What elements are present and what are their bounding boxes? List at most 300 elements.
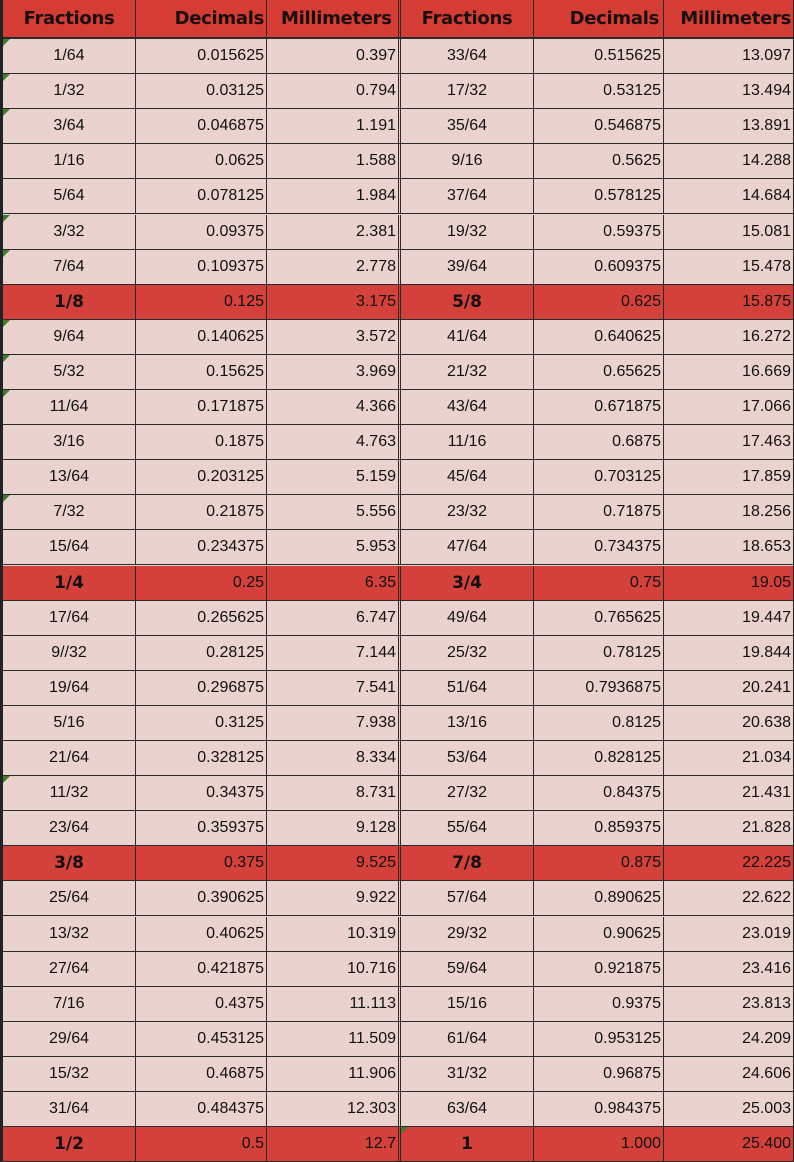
cell-value: 14.684 <box>742 187 791 205</box>
decimal-cell[interactable] <box>534 460 664 494</box>
fraction-cell[interactable] <box>3 285 136 319</box>
cell-value: 0.34375 <box>206 784 264 802</box>
decimal-cell[interactable] <box>534 1057 664 1091</box>
table-row <box>3 671 793 706</box>
decimal-cell[interactable] <box>534 1127 664 1161</box>
decimal-cell[interactable] <box>136 109 267 143</box>
millimeter-cell[interactable] <box>664 776 793 810</box>
millimeter-cell[interactable] <box>664 39 793 73</box>
cell-value: 0.203125 <box>197 468 264 486</box>
fraction-cell[interactable] <box>401 741 534 775</box>
decimal-cell[interactable] <box>534 917 664 951</box>
millimeter-cell[interactable] <box>267 320 401 354</box>
fraction-cell[interactable] <box>401 1022 534 1056</box>
millimeter-cell[interactable] <box>664 425 793 459</box>
fraction-cell[interactable] <box>3 355 136 389</box>
decimal-cell[interactable] <box>136 1022 267 1056</box>
fraction-cell[interactable] <box>401 706 534 740</box>
millimeter-cell[interactable] <box>664 881 793 915</box>
millimeter-cell[interactable] <box>267 530 401 564</box>
millimeter-cell[interactable] <box>267 215 401 249</box>
fraction-cell[interactable] <box>401 1057 534 1091</box>
fraction-cell[interactable] <box>3 671 136 705</box>
decimal-cell[interactable] <box>534 179 664 213</box>
cell-value: 0.484375 <box>197 1100 264 1118</box>
fraction-cell[interactable] <box>3 952 136 986</box>
fraction-cell[interactable] <box>401 530 534 564</box>
millimeter-cell[interactable] <box>664 460 793 494</box>
cell-value: 14.288 <box>742 152 791 170</box>
millimeter-cell[interactable] <box>267 179 401 213</box>
cell-value: 25.003 <box>742 1100 791 1118</box>
fraction-cell[interactable] <box>401 1127 534 1161</box>
decimal-cell[interactable] <box>136 846 267 880</box>
fraction-cell[interactable] <box>401 1092 534 1126</box>
fraction-cell[interactable] <box>401 109 534 143</box>
millimeter-cell[interactable] <box>664 530 793 564</box>
fraction-cell[interactable] <box>3 1057 136 1091</box>
table-row <box>3 1057 793 1092</box>
decimal-cell[interactable] <box>136 917 267 951</box>
fraction-cell[interactable] <box>3 74 136 108</box>
cell-value: 0.625 <box>620 292 661 310</box>
cell-value: 3/64 <box>53 117 85 135</box>
fraction-cell[interactable] <box>401 390 534 424</box>
millimeter-cell[interactable] <box>664 250 793 284</box>
millimeter-cell[interactable] <box>267 636 401 670</box>
millimeter-cell[interactable] <box>267 109 401 143</box>
cell-value: 23.813 <box>742 994 791 1012</box>
cell-value: 19.844 <box>742 643 791 661</box>
table-row <box>3 706 793 741</box>
millimeter-cell[interactable] <box>267 987 401 1021</box>
cell-value: 13.494 <box>742 82 791 100</box>
cell-value: 0.71875 <box>603 503 661 521</box>
cell-value: 7/8 <box>452 853 482 874</box>
millimeter-cell[interactable] <box>267 144 401 178</box>
cell-value: 0.171875 <box>197 398 264 416</box>
millimeter-cell[interactable] <box>664 355 793 389</box>
cell-value: 5/16 <box>53 713 85 731</box>
table-row <box>3 811 793 846</box>
fraction-cell[interactable] <box>401 215 534 249</box>
fraction-cell[interactable] <box>3 460 136 494</box>
fraction-cell[interactable] <box>401 671 534 705</box>
fraction-cell[interactable] <box>3 109 136 143</box>
millimeter-cell[interactable] <box>664 671 793 705</box>
decimal-cell[interactable] <box>136 706 267 740</box>
millimeter-cell[interactable] <box>664 706 793 740</box>
cell-value: 12.7 <box>364 1135 396 1153</box>
cell-value: 1.191 <box>355 117 396 135</box>
cell-value: 5.953 <box>355 538 396 556</box>
decimal-cell[interactable] <box>534 636 664 670</box>
decimal-cell[interactable] <box>534 987 664 1021</box>
decimal-cell[interactable] <box>534 846 664 880</box>
decimal-cell[interactable] <box>136 671 267 705</box>
fraction-cell[interactable] <box>401 285 534 319</box>
cell-value: 11/16 <box>447 433 487 451</box>
millimeter-cell[interactable] <box>267 917 401 951</box>
cell-value: 25/32 <box>446 643 488 661</box>
decimal-cell[interactable] <box>534 425 664 459</box>
cell-comment-indicator-icon <box>3 320 10 327</box>
cell-value: 16.669 <box>742 362 791 380</box>
table-row <box>3 39 793 74</box>
fraction-cell[interactable] <box>3 530 136 564</box>
table-row-highlight <box>3 846 793 881</box>
fraction-cell[interactable] <box>401 881 534 915</box>
fraction-cell[interactable] <box>3 601 136 635</box>
fraction-cell[interactable] <box>401 179 534 213</box>
millimeter-cell[interactable] <box>267 601 401 635</box>
table-row <box>3 952 793 987</box>
cell-value: 10.319 <box>347 924 396 942</box>
fraction-cell[interactable] <box>3 425 136 459</box>
decimal-cell[interactable] <box>136 74 267 108</box>
cell-value: 1/4 <box>54 572 84 593</box>
millimeter-cell[interactable] <box>664 566 793 600</box>
millimeter-cell[interactable] <box>267 1127 401 1161</box>
fraction-cell[interactable] <box>401 987 534 1021</box>
millimeter-cell[interactable] <box>267 776 401 810</box>
millimeter-cell[interactable] <box>267 811 401 845</box>
decimal-cell[interactable] <box>534 355 664 389</box>
fraction-cell[interactable] <box>401 495 534 529</box>
decimal-cell[interactable] <box>534 952 664 986</box>
millimeter-cell[interactable] <box>267 74 401 108</box>
table-row <box>3 917 793 952</box>
cell-value: 15.875 <box>742 292 791 310</box>
millimeter-cell[interactable] <box>664 215 793 249</box>
cell-value: 13.097 <box>742 47 791 65</box>
decimal-cell[interactable] <box>136 179 267 213</box>
millimeter-cell[interactable] <box>664 1022 793 1056</box>
cell-value: 1.588 <box>355 152 396 170</box>
millimeter-cell[interactable] <box>664 390 793 424</box>
decimal-cell[interactable] <box>136 811 267 845</box>
decimal-cell[interactable] <box>534 530 664 564</box>
cell-value: 23.019 <box>742 924 791 942</box>
cell-value: 0.9375 <box>612 994 661 1012</box>
conversion-table <box>3 0 793 1159</box>
millimeter-cell[interactable] <box>267 390 401 424</box>
fraction-cell[interactable] <box>3 144 136 178</box>
fraction-cell[interactable] <box>401 917 534 951</box>
cell-value: 20.241 <box>742 678 791 696</box>
decimal-cell[interactable] <box>534 776 664 810</box>
decimal-cell[interactable] <box>534 39 664 73</box>
decimal-cell[interactable] <box>534 250 664 284</box>
decimal-cell[interactable] <box>136 1127 267 1161</box>
cell-value: 17.066 <box>742 398 791 416</box>
fraction-cell[interactable] <box>401 636 534 670</box>
cell-value: 12.303 <box>347 1100 396 1118</box>
decimal-cell[interactable] <box>136 355 267 389</box>
fraction-cell[interactable] <box>3 706 136 740</box>
fraction-cell[interactable] <box>401 39 534 73</box>
millimeter-cell[interactable] <box>267 355 401 389</box>
fraction-cell[interactable] <box>3 1022 136 1056</box>
cell-comment-indicator-icon <box>3 355 10 362</box>
decimal-cell[interactable] <box>534 74 664 108</box>
table-row <box>3 460 793 495</box>
decimal-cell[interactable] <box>534 215 664 249</box>
fraction-cell[interactable] <box>401 846 534 880</box>
cell-value: 7/32 <box>53 503 85 521</box>
decimal-cell[interactable] <box>136 776 267 810</box>
cell-value: 15/16 <box>446 994 488 1012</box>
cell-value: 1/2 <box>54 1134 84 1155</box>
decimal-cell[interactable] <box>534 144 664 178</box>
fraction-cell[interactable] <box>3 741 136 775</box>
cell-value: 2.381 <box>355 222 396 240</box>
millimeter-cell[interactable] <box>267 952 401 986</box>
decimal-cell[interactable] <box>534 601 664 635</box>
cell-value: 9.128 <box>355 819 396 837</box>
cell-value: 10.716 <box>347 959 396 977</box>
decimal-cell[interactable] <box>136 952 267 986</box>
millimeter-cell[interactable] <box>267 671 401 705</box>
cell-value: 22.622 <box>742 889 791 907</box>
fraction-cell[interactable] <box>401 776 534 810</box>
decimal-cell[interactable] <box>136 1057 267 1091</box>
cell-value: 5/64 <box>53 187 85 205</box>
decimal-cell[interactable] <box>136 320 267 354</box>
fraction-cell[interactable] <box>3 811 136 845</box>
fraction-cell[interactable] <box>401 811 534 845</box>
cell-value: 0.296875 <box>197 678 264 696</box>
millimeter-cell[interactable] <box>267 846 401 880</box>
millimeter-cell[interactable] <box>664 601 793 635</box>
fraction-cell[interactable] <box>3 776 136 810</box>
millimeter-cell[interactable] <box>267 250 401 284</box>
cell-comment-indicator-icon <box>401 1127 408 1134</box>
fraction-cell[interactable] <box>3 179 136 213</box>
fraction-cell[interactable] <box>3 215 136 249</box>
cell-value: 23/32 <box>446 503 488 521</box>
decimal-cell[interactable] <box>534 1092 664 1126</box>
cell-value: 21/32 <box>446 362 488 380</box>
fraction-cell[interactable] <box>3 1092 136 1126</box>
header-cell-fractions-1[interactable]: Fractions <box>3 0 136 37</box>
cell-value: 3.969 <box>355 362 396 380</box>
cell-value: 1/16 <box>53 152 85 170</box>
cell-value: 0.5625 <box>612 152 661 170</box>
fraction-cell[interactable] <box>401 320 534 354</box>
cell-value: 0.65625 <box>603 362 661 380</box>
decimal-cell[interactable] <box>136 881 267 915</box>
cell-value: 0.1875 <box>215 433 264 451</box>
cell-value: 0.015625 <box>197 47 264 65</box>
fraction-cell[interactable] <box>3 917 136 951</box>
millimeter-cell[interactable] <box>267 706 401 740</box>
fraction-cell[interactable] <box>401 74 534 108</box>
table-row <box>3 215 793 250</box>
table-row <box>3 987 793 1022</box>
decimal-cell[interactable] <box>136 285 267 319</box>
header-cell-millimeters-1[interactable]: Millimeters <box>267 0 401 37</box>
cell-value: 29/32 <box>446 924 488 942</box>
cell-value: 0.375 <box>223 854 264 872</box>
header-cell-decimals-1[interactable]: Decimals <box>136 0 267 37</box>
fraction-cell[interactable] <box>3 320 136 354</box>
cell-value: 0.609375 <box>594 257 661 275</box>
millimeter-cell[interactable] <box>267 1057 401 1091</box>
cell-value: 0.78125 <box>603 643 661 661</box>
millimeter-cell[interactable] <box>664 846 793 880</box>
table-row <box>3 355 793 390</box>
cell-value: 5/32 <box>53 362 85 380</box>
header-cell-fractions-2[interactable]: Fractions <box>401 0 534 37</box>
millimeter-cell[interactable] <box>664 144 793 178</box>
millimeter-cell[interactable] <box>664 741 793 775</box>
cell-value: 0.578125 <box>594 187 661 205</box>
fraction-cell[interactable] <box>401 460 534 494</box>
millimeter-cell[interactable] <box>664 811 793 845</box>
millimeter-cell[interactable] <box>267 425 401 459</box>
table-row <box>3 881 793 916</box>
decimal-cell[interactable] <box>136 39 267 73</box>
table-row <box>3 179 793 214</box>
fraction-cell[interactable] <box>3 881 136 915</box>
fraction-cell[interactable] <box>401 144 534 178</box>
millimeter-cell[interactable] <box>267 1022 401 1056</box>
fraction-cell[interactable] <box>3 987 136 1021</box>
header-row <box>3 0 793 39</box>
fraction-cell[interactable] <box>401 425 534 459</box>
decimal-cell[interactable] <box>534 566 664 600</box>
millimeter-cell[interactable] <box>267 741 401 775</box>
cell-value: 0.890625 <box>594 889 661 907</box>
millimeter-cell[interactable] <box>664 495 793 529</box>
cell-value: 4.763 <box>355 433 396 451</box>
fraction-cell[interactable] <box>3 846 136 880</box>
millimeter-cell[interactable] <box>664 952 793 986</box>
millimeter-cell[interactable] <box>664 917 793 951</box>
millimeter-cell[interactable] <box>664 987 793 1021</box>
decimal-cell[interactable] <box>136 390 267 424</box>
decimal-cell[interactable] <box>534 495 664 529</box>
table-row <box>3 1092 793 1127</box>
fraction-cell[interactable] <box>3 636 136 670</box>
millimeter-cell[interactable] <box>664 109 793 143</box>
decimal-cell[interactable] <box>534 390 664 424</box>
cell-value: 6.35 <box>364 573 396 591</box>
millimeter-cell[interactable] <box>267 566 401 600</box>
cell-value: 17.463 <box>742 433 791 451</box>
decimal-cell[interactable] <box>136 601 267 635</box>
decimal-cell[interactable] <box>534 706 664 740</box>
cell-value: 0.09375 <box>206 222 264 240</box>
cell-comment-indicator-icon <box>3 74 10 81</box>
cell-value: 0.125 <box>223 292 264 310</box>
millimeter-cell[interactable] <box>664 74 793 108</box>
millimeter-cell[interactable] <box>267 39 401 73</box>
decimal-cell[interactable] <box>136 425 267 459</box>
decimal-cell[interactable] <box>136 1092 267 1126</box>
millimeter-cell[interactable] <box>664 285 793 319</box>
cell-value: 0.640625 <box>594 327 661 345</box>
fraction-cell[interactable] <box>3 566 136 600</box>
cell-value: 43/64 <box>446 398 488 416</box>
cell-value: 16.272 <box>742 327 791 345</box>
millimeter-cell[interactable] <box>267 1092 401 1126</box>
header-cell-decimals-2[interactable]: Decimals <box>534 0 664 37</box>
header-cell-millimeters-2[interactable]: Millimeters <box>680 8 791 29</box>
cell-value: 0.28125 <box>206 643 264 661</box>
decimal-cell[interactable] <box>534 811 664 845</box>
millimeter-cell[interactable] <box>267 285 401 319</box>
table-row-highlight <box>3 566 793 601</box>
millimeter-cell[interactable] <box>664 1127 793 1161</box>
decimal-cell[interactable] <box>136 250 267 284</box>
fraction-cell[interactable] <box>401 566 534 600</box>
fraction-cell[interactable] <box>401 601 534 635</box>
decimal-cell[interactable] <box>534 671 664 705</box>
fraction-cell[interactable] <box>3 495 136 529</box>
cell-value: 0.265625 <box>197 608 264 626</box>
decimal-cell[interactable] <box>136 566 267 600</box>
cell-value: 9//32 <box>51 643 87 661</box>
cell-value: 0.984375 <box>594 1100 661 1118</box>
millimeter-cell[interactable] <box>664 636 793 670</box>
fraction-cell[interactable] <box>3 250 136 284</box>
cell-value: 21/64 <box>48 749 90 767</box>
millimeter-cell[interactable] <box>664 1057 793 1091</box>
millimeter-cell[interactable] <box>664 1092 793 1126</box>
decimal-cell[interactable] <box>534 320 664 354</box>
decimal-cell[interactable] <box>136 987 267 1021</box>
decimal-cell[interactable] <box>136 215 267 249</box>
millimeter-cell[interactable] <box>267 495 401 529</box>
fraction-cell[interactable] <box>3 1127 136 1161</box>
cell-value: 51/64 <box>446 678 488 696</box>
decimal-cell[interactable] <box>534 109 664 143</box>
cell-value: 13/16 <box>446 713 488 731</box>
decimal-cell[interactable] <box>136 144 267 178</box>
fraction-cell[interactable] <box>3 39 136 73</box>
millimeter-cell[interactable] <box>664 179 793 213</box>
cell-value: 8.731 <box>355 784 396 802</box>
cell-value: 0.03125 <box>206 82 264 100</box>
cell-value: 35/64 <box>446 117 488 135</box>
decimal-cell[interactable] <box>534 881 664 915</box>
cell-value: 9.922 <box>355 889 396 907</box>
cell-value: 0.3125 <box>215 713 264 731</box>
cell-value: 0.109375 <box>197 257 264 275</box>
decimal-cell[interactable] <box>534 285 664 319</box>
fraction-cell[interactable] <box>401 250 534 284</box>
cell-value: 0.703125 <box>594 468 661 486</box>
cell-value: 23.416 <box>742 959 791 977</box>
decimal-cell[interactable] <box>136 530 267 564</box>
fraction-cell[interactable] <box>401 355 534 389</box>
millimeter-cell[interactable] <box>664 320 793 354</box>
decimal-cell[interactable] <box>136 460 267 494</box>
decimal-cell[interactable] <box>136 636 267 670</box>
fraction-cell[interactable] <box>401 952 534 986</box>
decimal-cell[interactable] <box>534 741 664 775</box>
millimeter-cell[interactable] <box>267 460 401 494</box>
decimal-cell[interactable] <box>136 495 267 529</box>
cell-value: 21.431 <box>742 784 791 802</box>
decimal-cell[interactable] <box>136 741 267 775</box>
fraction-cell[interactable] <box>3 390 136 424</box>
decimal-cell[interactable] <box>534 1022 664 1056</box>
cell-value: 5.159 <box>355 468 396 486</box>
millimeter-cell[interactable] <box>267 881 401 915</box>
